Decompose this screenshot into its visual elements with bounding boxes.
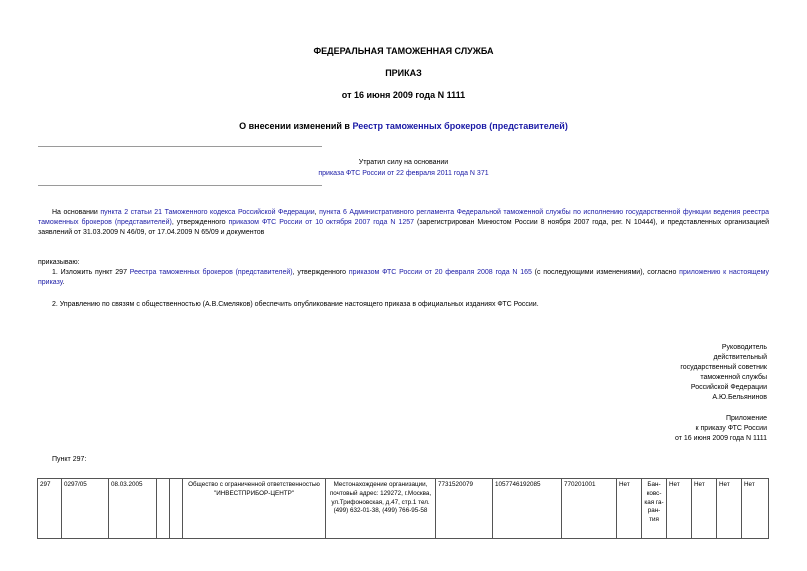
preamble-paragraph bbox=[38, 208, 769, 238]
agency-name: ФЕДЕРАЛЬНАЯ ТАМОЖЕННАЯ СЛУЖБА bbox=[313, 46, 494, 56]
cell-address: Местонахождение организации, почтовый адрес: 129272, г.Москва, ул.Трифоновская, д.47, стр.1 тел. (499) 632-01-38, (499) 766-95-58 bbox=[326, 479, 436, 539]
item-1-text-2: , утвержденного bbox=[292, 269, 349, 276]
preamble-text-3: , утвержденного bbox=[171, 219, 229, 226]
admin-regulation-link[interactable]: пункта 6 Административного регламента Федеральной таможенной службы по исполнению государственной функции ведения реестра таможенных брокеров (представителей) bbox=[38, 209, 769, 226]
doc-type: ПРИКАЗ bbox=[385, 68, 422, 78]
repeal-order-link[interactable]: приказа ФТС России от 22 февраля 2011 года N 371 bbox=[318, 170, 489, 177]
signature-line: таможенной службы bbox=[700, 374, 767, 381]
table-row bbox=[38, 479, 769, 539]
signature-line: государственный советник bbox=[680, 364, 767, 371]
cell-no: Нет bbox=[692, 479, 717, 539]
registry-table bbox=[37, 478, 769, 539]
cell-empty bbox=[157, 479, 170, 539]
cell-inn: 7731520079 bbox=[436, 479, 493, 539]
appendix-line: от 16 июня 2009 года N 1111 bbox=[675, 435, 767, 442]
appendix-line: Приложение bbox=[725, 415, 767, 422]
cell-org-name: Общество с ограниченной ответственностью "ИНВЕСТПРИБОР-ЦЕНТР" bbox=[183, 479, 326, 539]
cell-date: 08.03.2005 bbox=[109, 479, 157, 539]
cell-guarantee: Бан-ковс-кая га-ран-тия bbox=[642, 479, 667, 539]
divider-bottom bbox=[38, 185, 322, 186]
cell-no: Нет bbox=[617, 479, 642, 539]
signature-line: А.Ю.Бельянинов bbox=[712, 394, 767, 401]
doc-date-number: от 16 июня 2009 года N 1111 bbox=[341, 90, 466, 100]
item-1-paragraph bbox=[38, 268, 769, 288]
signature-line: действительный bbox=[713, 354, 767, 361]
registry-link[interactable]: Реестр таможенных брокеров (представителей) bbox=[352, 121, 568, 131]
preamble-text-1: На основании bbox=[52, 209, 101, 216]
point-label: Пункт 297: bbox=[52, 456, 87, 463]
appendix-link[interactable]: приложению к настоящему приказу bbox=[38, 269, 769, 286]
signature-line: Руководитель bbox=[721, 344, 767, 351]
cell-no: Нет bbox=[667, 479, 692, 539]
item-1-text-4: . bbox=[62, 279, 65, 286]
item-1-text-3: (с последующими изменениями), согласно bbox=[531, 269, 680, 276]
appendix-line: к приказу ФТС России bbox=[695, 425, 767, 432]
item-2-paragraph: 2. Управлению по связям с общественностью (А.В.Смеляков) обеспечить опубликование настоящего приказа в официальных изданиях ФТС России. bbox=[52, 301, 539, 308]
cell-kpp: 770201001 bbox=[562, 479, 617, 539]
doc-title-prefix: О внесении изменений в bbox=[239, 121, 353, 131]
item-1-text-1: 1. Изложить пункт 297 bbox=[52, 269, 130, 276]
cell-empty bbox=[170, 479, 183, 539]
cell-reg-number: 0297/05 bbox=[62, 479, 109, 539]
order-word: приказываю: bbox=[38, 259, 80, 266]
appendix-block bbox=[675, 414, 767, 444]
divider-top bbox=[38, 146, 322, 147]
signature-block bbox=[680, 343, 767, 403]
cell-number: 297 bbox=[38, 479, 62, 539]
status-line: Утратил силу на основании bbox=[358, 159, 449, 166]
cell-no: Нет bbox=[742, 479, 769, 539]
doc-title bbox=[0, 121, 807, 131]
order-1257-link[interactable]: приказом ФТС России от 10 октября 2007 года N 1257 bbox=[228, 219, 414, 226]
preamble-text-4: (зарегистрирован Минюстом России 8 ноября 2007 года, рег. N 10444), и представленных организацией заявлений от 31.03.2009 N 46/09, от 17.04.2009 N 65/09 и документов bbox=[38, 219, 769, 236]
registry-link-2[interactable]: Реестра таможенных брокеров (представителей) bbox=[129, 269, 293, 276]
customs-code-link[interactable]: пункта 2 статьи 21 Таможенного кодекса Российской Федерации bbox=[100, 209, 315, 216]
signature-line: Российской Федерации bbox=[690, 384, 767, 391]
order-165-link[interactable]: приказом ФТС России от 20 февраля 2008 года N 165 bbox=[348, 269, 532, 276]
preamble-text-2: , bbox=[314, 209, 320, 216]
cell-no: Нет bbox=[717, 479, 742, 539]
cell-ogrn: 1057746192085 bbox=[493, 479, 562, 539]
